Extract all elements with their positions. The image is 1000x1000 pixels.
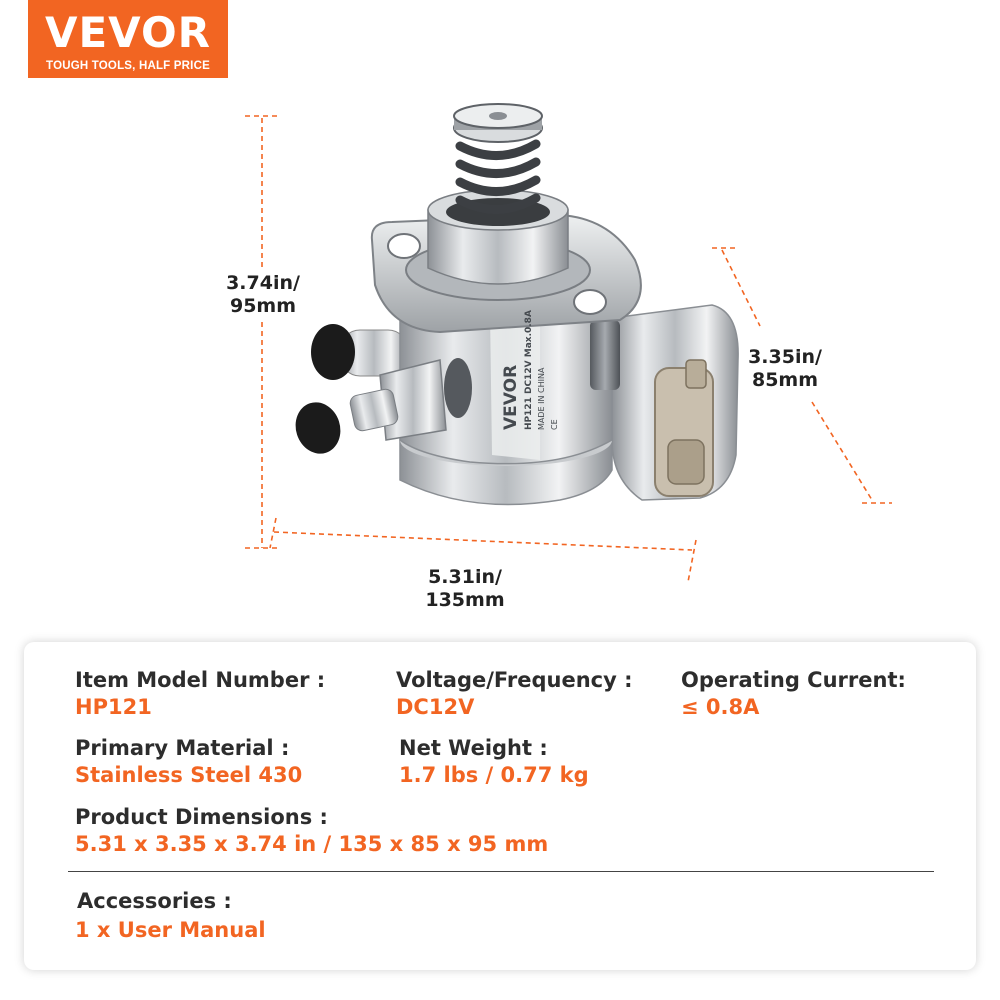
material-label: Primary Material :: [75, 736, 290, 760]
voltage-label: Voltage/Frequency :: [396, 668, 633, 692]
model-label: Item Model Number :: [75, 668, 326, 692]
dimension-height: [208, 272, 318, 318]
dimension-width: [405, 566, 525, 612]
current-label: Operating Current:: [681, 668, 906, 692]
accessories-value: 1 x User Manual: [75, 918, 266, 942]
dimension-height-mm: 95mm: [229, 295, 297, 317]
dimension-depth-mm: 85mm: [751, 369, 819, 391]
dimension-width-in: 5.31in/: [428, 566, 502, 588]
spec-divider: [68, 871, 934, 872]
logo-brand: VEVOR: [44, 8, 211, 57]
voltage-value: DC12V: [396, 695, 475, 719]
spec-card: [24, 642, 976, 970]
dimension-height-in: 3.74in/: [226, 272, 300, 294]
material-value: Stainless Steel 430: [75, 763, 303, 787]
weight-label: Net Weight :: [399, 736, 548, 760]
dimension-width-mm: 135mm: [425, 589, 505, 611]
logo-tagline: TOUGH TOOLS, HALF PRICE: [46, 60, 210, 72]
connector-housing: [612, 305, 738, 500]
current-value: ≤ 0.8A: [681, 695, 760, 719]
dimensions-value: 5.31 x 3.35 x 3.74 in / 135 x 85 x 95 mm: [75, 832, 549, 856]
marking-line2: MADE IN CHINA: [537, 367, 546, 430]
model-value: HP121: [75, 695, 152, 719]
dimensions-label: Product Dimensions :: [75, 805, 328, 829]
dimension-depth-in: 3.35in/: [748, 346, 822, 368]
marking-brand: VEVOR: [501, 364, 521, 430]
accessories-label: Accessories :: [77, 889, 232, 913]
marking-line3: CE: [550, 419, 559, 430]
weight-value: 1.7 lbs / 0.77 kg: [399, 763, 589, 787]
marking-line1: HP121 DC12V Max.0.8A: [524, 310, 534, 430]
dimension-depth: [730, 346, 840, 392]
